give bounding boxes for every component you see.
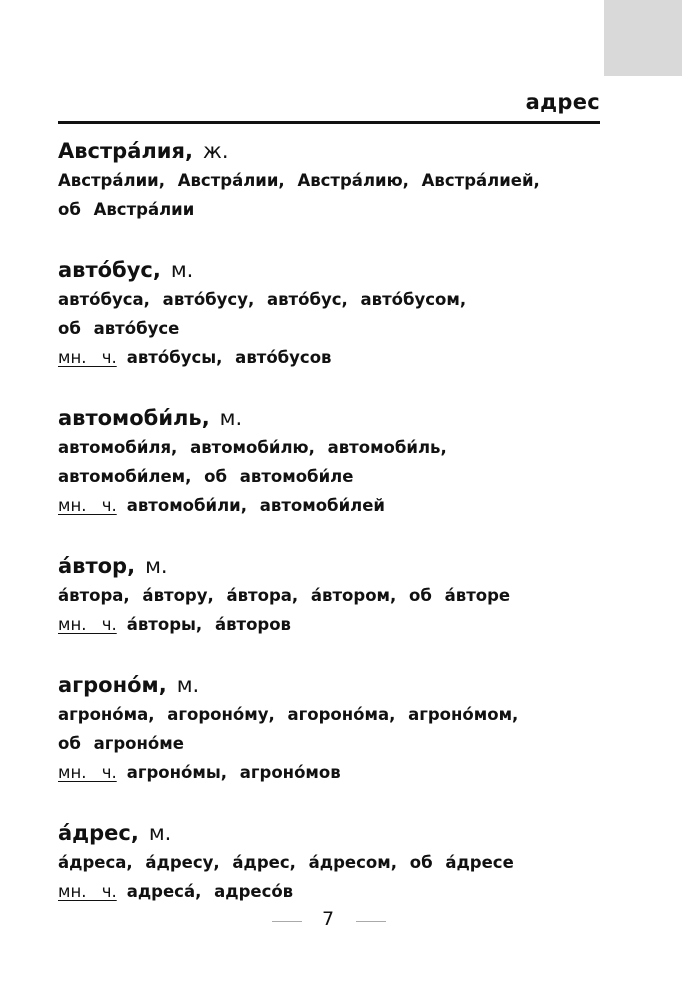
headword: а́дрес, <box>58 821 139 845</box>
entry-avtobus <box>58 255 618 372</box>
gender-label: м. <box>170 258 194 282</box>
headword: автомоби́ль, <box>58 406 210 430</box>
running-head: адрес <box>525 90 600 114</box>
footer-rule-right <box>356 921 386 922</box>
page-footer <box>0 906 682 936</box>
entry-headline <box>58 403 618 433</box>
plural-line <box>58 610 618 639</box>
case-forms-line: об Австра́лии <box>58 200 195 219</box>
gender-label: м. <box>148 821 172 845</box>
entry-headline <box>58 136 618 166</box>
entry-agronom <box>58 670 618 787</box>
entry-avstraliya <box>58 136 618 224</box>
plural-forms: адреса́, адресо́в <box>126 882 294 901</box>
entry-headline <box>58 670 618 700</box>
case-forms-line: автомоби́ля, автомоби́лю, автомоби́ль, <box>58 438 447 457</box>
headword: агроно́м, <box>58 673 167 697</box>
case-forms-line: авто́буса, авто́бусу, авто́бус, авто́бусом, <box>58 290 467 309</box>
case-forms-line: агроно́ма, агороно́му, агороно́ма, агроно́мом, <box>58 705 519 724</box>
entry-headline <box>58 818 618 848</box>
plural-line <box>58 758 618 787</box>
plural-label: мн. ч. <box>58 763 117 782</box>
gender-label: ж. <box>202 139 229 163</box>
plural-line <box>58 877 618 906</box>
header-rule <box>58 121 600 124</box>
entry-headline <box>58 551 618 581</box>
plural-line <box>58 343 618 372</box>
plural-label: мн. ч. <box>58 496 117 515</box>
corner-thumb-tab <box>604 0 682 76</box>
footer-rule-left <box>272 921 302 922</box>
plural-label: мн. ч. <box>58 615 117 634</box>
gender-label: м. <box>219 406 243 430</box>
plural-forms: автомоби́ли, автомоби́лей <box>126 496 385 515</box>
entry-avtor <box>58 551 618 639</box>
plural-forms: агроно́мы, агроно́мов <box>126 763 341 782</box>
headword: Австра́лия, <box>58 139 193 163</box>
page-number: 7 <box>321 908 335 930</box>
gender-label: м. <box>145 554 168 578</box>
plural-label: мн. ч. <box>58 882 117 901</box>
plural-label: мн. ч. <box>58 348 117 367</box>
plural-forms: авто́бусы, авто́бусов <box>126 348 332 367</box>
headword: авто́бус, <box>58 258 161 282</box>
case-forms-line: а́дреса, а́дресу, а́дрес, а́дресом, об а́дресе <box>58 853 514 872</box>
gender-label: м. <box>176 673 200 697</box>
case-forms-line: Австра́лии, Австра́лии, Австра́лию, Австра́лией, <box>58 171 540 190</box>
entry-adres <box>58 818 618 906</box>
plural-line <box>58 491 618 520</box>
entry-avtomobil <box>58 403 618 520</box>
case-forms-line: об агроно́ме <box>58 734 184 753</box>
case-forms-line: а́втора, а́втору, а́втора, а́втором, об а́вторе <box>58 586 511 605</box>
entry-headline <box>58 255 618 285</box>
dictionary-entries <box>58 136 618 906</box>
plural-forms: а́вторы, а́второв <box>126 615 292 634</box>
case-forms-line: автомоби́лем, об автомоби́ле <box>58 467 354 486</box>
case-forms-line: об авто́бусе <box>58 319 180 338</box>
headword: а́втор, <box>58 554 136 578</box>
